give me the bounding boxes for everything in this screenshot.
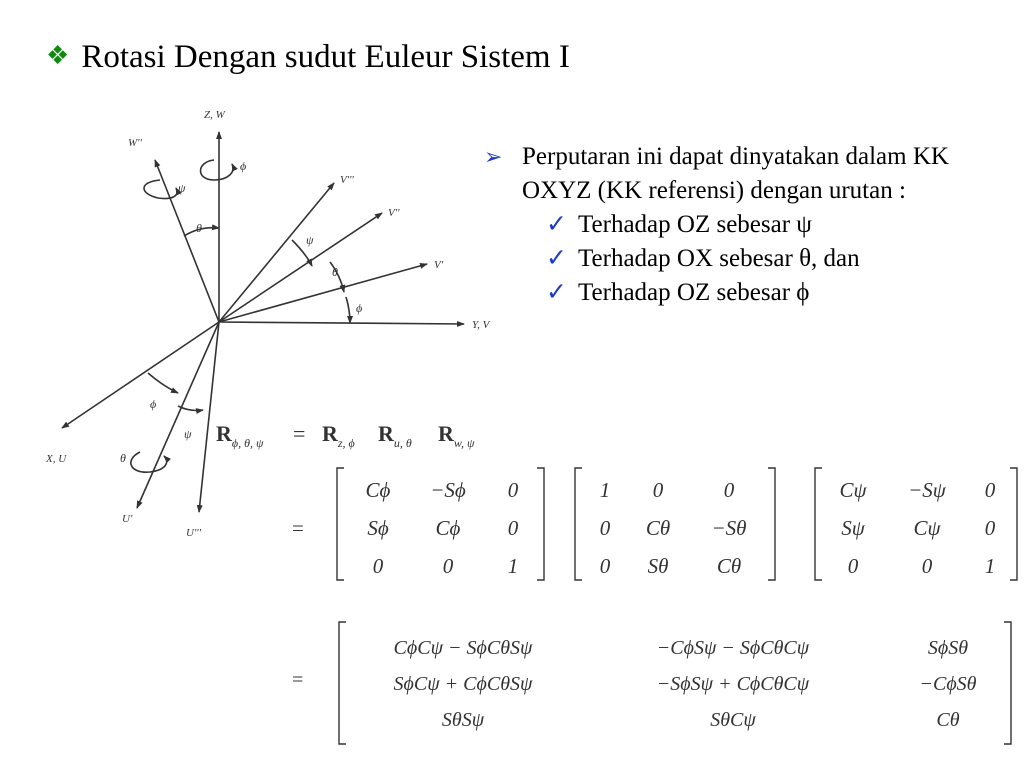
mat3-right-bracket bbox=[1010, 468, 1017, 580]
result-matrix bbox=[292, 622, 1011, 744]
main-bullet-text: Perputaran ini dapat dinyatakan dalam KK OXYZ (KK referensi) dengan urutan : bbox=[522, 143, 949, 204]
phi-label-mid: ϕ bbox=[356, 301, 363, 315]
matrix-cell: Cψ bbox=[913, 516, 941, 540]
matrix-cell: SϕCψ + CϕCθSψ bbox=[393, 673, 533, 695]
lhs-symbol: R bbox=[216, 421, 232, 446]
matrix-cell: −CϕSθ bbox=[919, 673, 977, 695]
matrix-cell: 1 bbox=[507, 554, 519, 578]
mat1-right-bracket bbox=[537, 468, 544, 580]
matrix-cell: −Sψ bbox=[908, 478, 946, 502]
sub-item-text: Terhadap OZ sebesar ϕ bbox=[578, 279, 810, 306]
rw-symbol: R bbox=[438, 421, 454, 446]
equals-sign: = bbox=[292, 669, 304, 691]
u3-axis bbox=[199, 322, 219, 512]
mat2-right-bracket bbox=[768, 468, 775, 580]
matrix-cell: 0 bbox=[984, 516, 996, 540]
matrix-cell: 0 bbox=[372, 554, 384, 578]
w2-axis-label: W'' bbox=[128, 137, 142, 149]
svg-text:Ru, θ bbox=[378, 421, 412, 450]
matrix-cell: 1 bbox=[599, 478, 611, 502]
matrix-cell: −SϕSψ + CϕCθCψ bbox=[656, 673, 810, 695]
v1-axis-label: V' bbox=[434, 259, 444, 271]
matrix-cell: 0 bbox=[599, 554, 611, 578]
matrix-cell: Cϕ bbox=[365, 478, 391, 502]
sub-item-text: Terhadap OX sebesar θ, dan bbox=[578, 245, 860, 272]
equals-sign: = bbox=[292, 516, 304, 540]
matrix-1 bbox=[366, 478, 519, 578]
matrix-cell: Cϕ bbox=[435, 516, 461, 540]
svg-text:Rz, ϕ bbox=[322, 421, 355, 450]
mat1-left-bracket bbox=[337, 468, 344, 580]
svg-text:Rw, ψ bbox=[438, 421, 475, 450]
check-icon: ✓ bbox=[546, 211, 567, 238]
matrix-cell: Cψ bbox=[839, 478, 867, 502]
check-icon: ✓ bbox=[546, 245, 567, 272]
w2-axis bbox=[155, 160, 219, 322]
angle-labels bbox=[120, 159, 362, 465]
ru-subscript: u, θ bbox=[393, 436, 412, 450]
matrix-cell: 0 bbox=[599, 516, 611, 540]
equals-sign: = bbox=[293, 421, 306, 446]
rotation-equation bbox=[216, 421, 475, 450]
check-icon: ✓ bbox=[546, 279, 567, 306]
v3-axis bbox=[219, 183, 334, 322]
z-axis-label: Z, W bbox=[204, 109, 225, 121]
matrix-cell: 0 bbox=[921, 554, 933, 578]
matrix-cell: Sϕ bbox=[367, 516, 389, 540]
matrix-cell: 0 bbox=[652, 478, 664, 502]
mat3-left-bracket bbox=[815, 468, 822, 580]
matrix-cell: CϕCψ − SϕCθSψ bbox=[393, 637, 533, 659]
matrix-cell: Cθ bbox=[716, 554, 742, 578]
matrix-cell: 0 bbox=[507, 478, 519, 502]
rz-subscript: z, ϕ bbox=[337, 436, 355, 450]
arrow-bullet-icon: ➢ bbox=[484, 144, 503, 169]
matrix-cell: Cθ bbox=[645, 516, 671, 540]
matrix-2 bbox=[600, 478, 747, 578]
psi-label-mid: ψ bbox=[306, 233, 314, 247]
u3-axis-label: U''' bbox=[186, 527, 202, 539]
lhs-subscript: ϕ, θ, ψ bbox=[231, 436, 264, 450]
matrix-cell: 1 bbox=[984, 554, 996, 578]
matrix-cell: −Sϕ bbox=[430, 478, 466, 502]
matrix-cell: 0 bbox=[723, 478, 735, 502]
w2-rotation-loop bbox=[144, 180, 177, 199]
phi-arc-2 bbox=[148, 373, 178, 393]
theta-label-low: θ bbox=[120, 451, 126, 465]
psi-label-low: ψ bbox=[184, 427, 192, 441]
u1-rotation-loop bbox=[131, 452, 167, 472]
theta-label-mid: θ bbox=[332, 265, 338, 279]
v1-axis bbox=[219, 264, 427, 322]
svg-text:Rϕ, θ, ψ bbox=[216, 421, 264, 450]
rw-subscript: w, ψ bbox=[453, 436, 475, 450]
matrix-cell: Cθ bbox=[936, 709, 960, 731]
result-right-bracket bbox=[1004, 622, 1011, 744]
matrix-cell: −Sθ bbox=[711, 516, 747, 540]
phi-arc bbox=[346, 297, 350, 323]
u1-axis-label: U' bbox=[122, 513, 133, 525]
sub-item-text: Terhadap OZ sebesar ψ bbox=[578, 211, 812, 238]
matrix-product bbox=[292, 468, 1017, 580]
phi-label-top: ϕ bbox=[240, 159, 247, 173]
y-axis-label: Y, V bbox=[472, 319, 490, 331]
matrix-cell: Sθ bbox=[647, 554, 669, 578]
matrix-3 bbox=[839, 478, 995, 578]
theta-label-left: θ bbox=[196, 221, 202, 235]
v3-axis-label: V''' bbox=[340, 174, 354, 186]
matrix-cell: SθCψ bbox=[710, 709, 756, 731]
psi-label-top: ψ bbox=[178, 181, 186, 195]
matrix-cell: 0 bbox=[984, 478, 996, 502]
result-left-bracket bbox=[339, 622, 346, 744]
title-text: Rotasi Dengan sudut Euleur Sistem I bbox=[81, 39, 570, 75]
matrix-cell: −CϕSψ − SϕCθCψ bbox=[656, 637, 810, 659]
matrix-cell: 0 bbox=[847, 554, 859, 578]
diamond-bullet-icon: ❖ bbox=[46, 41, 70, 70]
ru-symbol: R bbox=[378, 421, 394, 446]
matrix-cell: 0 bbox=[442, 554, 454, 578]
v2-axis-label: V'' bbox=[388, 207, 400, 219]
matrix-cell: 0 bbox=[507, 516, 519, 540]
rz-symbol: R bbox=[322, 421, 338, 446]
mat2-left-bracket bbox=[575, 468, 582, 580]
phi-label-low: ϕ bbox=[150, 397, 157, 411]
y-axis bbox=[219, 322, 464, 324]
x-axis-label: X, U bbox=[46, 453, 67, 465]
z-rotation-loop bbox=[201, 160, 234, 180]
matrix-cell: SϕSθ bbox=[927, 637, 969, 659]
matrix-cell: Sψ bbox=[841, 516, 865, 540]
matrix-cell: SθSψ bbox=[441, 709, 485, 731]
